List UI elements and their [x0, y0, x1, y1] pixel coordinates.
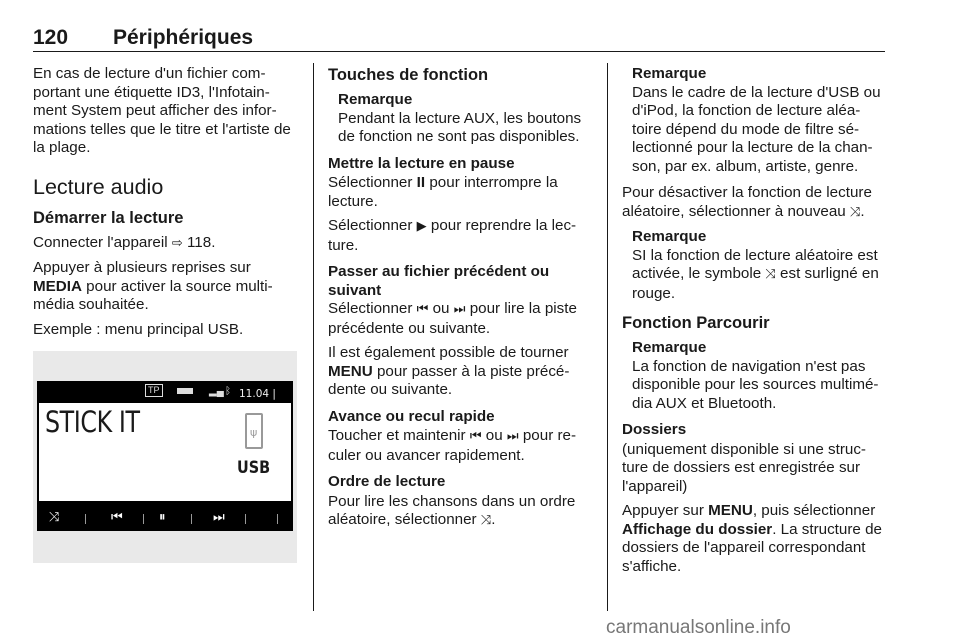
menu-paragraph: Il est également possible de tourner MENU pour passer à la piste précé-dente ou suivante.	[328, 344, 570, 398]
deactivate-shuffle-paragraph: Pour désactiver la fonction de lecture aléatoire, sélectionner à nouveau ⤨.	[622, 184, 872, 220]
separator	[277, 514, 278, 524]
battery-icon	[177, 388, 193, 394]
watermark: carmanualsonline.info	[606, 617, 791, 638]
note-title: Remarque	[632, 65, 707, 82]
reference-arrow-icon: ⇨	[171, 235, 183, 251]
separator	[191, 514, 192, 524]
note-text: SI la fonction de lecture aléatoire est activée, le symbole ⤨ est surligné en rouge.	[632, 246, 879, 302]
note-title: Remarque	[632, 339, 707, 356]
pause-icon[interactable]: ⏸	[159, 510, 166, 525]
subheading-folders: Dossiers	[622, 421, 687, 438]
note-title: Remarque	[338, 91, 413, 108]
section-heading-function-keys: Touches de fonction	[328, 66, 489, 84]
next-track-icon[interactable]: ⏭	[213, 510, 225, 525]
note-shuffle-highlight	[622, 228, 888, 303]
source-label: USB	[237, 458, 271, 478]
separator	[85, 514, 86, 524]
note-aux	[328, 91, 593, 147]
note-shuffle-mode	[622, 65, 888, 176]
note-browse	[622, 339, 888, 413]
column-3	[622, 65, 888, 582]
shuffle-icon: ⤨	[765, 267, 776, 282]
folders-paragraph: (uniquement disponible si une struc-ture de dossiers est enregistrée sur l'appareil)	[622, 440, 866, 495]
page-number: 120	[33, 26, 69, 49]
signal-icon: ▂▄	[209, 386, 224, 397]
next-track-icon: ⏭	[506, 429, 519, 444]
play-order-paragraph: Pour lire les chansons dans un ordre aléatoire, sélectionner ⤨.	[328, 492, 576, 528]
display-screen	[37, 381, 293, 531]
usb-symbol-icon: ψ	[250, 426, 258, 439]
subheading-skip: Passer au fichier précédent ou suivant	[328, 263, 550, 299]
note-text: Pendant la lecture AUX, les boutons de fonction ne sont pas disponibles.	[338, 109, 582, 145]
subheading-fast-forward: Avance ou recul rapide	[328, 407, 495, 425]
pause-icon: II	[416, 174, 426, 191]
usb-main-menu-screenshot	[33, 351, 297, 563]
previous-track-icon[interactable]: ⏮	[111, 510, 123, 525]
resume-paragraph: Sélectionner ▶ pour reprendre la lec-ture.	[328, 217, 577, 254]
previous-track-icon: ⏮	[416, 302, 429, 317]
header-rule	[33, 51, 885, 52]
shuffle-icon: ⤨	[849, 204, 861, 220]
play-icon: ▶	[416, 219, 427, 234]
note-text: La fonction de navigation n'est pas disponible pour les sources multimé-dia AUX et Bluetooth.	[632, 357, 879, 412]
subheading-play-order: Ordre de lecture	[328, 473, 446, 490]
subheading-pause: Mettre la lecture en pause	[328, 154, 515, 172]
skip-paragraph: Sélectionner ⏮ ou ⏭ pour lire la piste précédente ou suivante.	[328, 300, 577, 337]
status-bar	[37, 381, 293, 401]
example-caption: Exemple : menu principal USB.	[33, 320, 244, 338]
clock-display: 11.04 |	[239, 388, 276, 400]
page-header	[33, 26, 885, 52]
page-reference-link[interactable]: 118.	[186, 233, 216, 251]
note-title: Remarque	[632, 228, 707, 245]
tp-indicator: TP	[145, 384, 163, 397]
note-text: Dans le cadre de la lecture d'USB ou d'iPod, la fonction de lecture aléa-toire dépend du mode de filtre sé-lectionné pour la lecture de la chan-son, par ex. album, artiste, genre.	[632, 83, 881, 175]
fast-forward-paragraph: Toucher et maintenir ⏮ ou ⏭ pour re-culer ou avancer rapidement.	[328, 427, 577, 464]
folder-view-paragraph: Appuyer sur MENU, puis sélectionner Affichage du dossier. La structure de dossiers de l'appareil correspondant s'affiche.	[622, 502, 882, 575]
shuffle-icon: ⤨	[480, 513, 492, 528]
track-title: STICK IT	[45, 405, 140, 439]
now-playing-area	[39, 403, 291, 501]
bluetooth-icon: ᛒ	[225, 386, 231, 397]
shuffle-icon[interactable]: ⤨	[49, 510, 60, 525]
control-bar	[37, 507, 293, 531]
intro-paragraph: En cas de lecture d'un fichier com-portant une étiquette ID3, l'Infotain-ment System peut afficher des infor-mations telles que le titre et l'artiste de la plage.	[33, 65, 291, 156]
menu-key-label: MENU	[708, 502, 753, 519]
separator	[245, 514, 246, 524]
column-1	[33, 65, 303, 525]
media-key-label: MEDIA	[33, 277, 82, 295]
section-heading-browse: Fonction Parcourir	[622, 314, 770, 332]
usb-stick-icon	[245, 413, 263, 449]
separator	[143, 514, 144, 524]
media-paragraph: Appuyer à plusieurs reprises sur MEDIA pour activer la source multi-média souhaitée.	[33, 259, 273, 313]
previous-track-icon: ⏮	[469, 429, 482, 444]
page-title: Périphériques	[113, 26, 254, 49]
section-heading-audio: Lecture audio	[33, 174, 164, 199]
next-track-icon: ⏭	[453, 302, 466, 317]
column-divider-1	[313, 63, 314, 611]
menu-key-label: MENU	[328, 362, 373, 380]
subheading-start-playback: Démarrer la lecture	[33, 208, 184, 227]
pause-paragraph: Sélectionner II pour interrompre la lecture.	[328, 174, 558, 210]
column-2	[328, 65, 593, 537]
connect-paragraph: Connecter l'appareil ⇨ 118.	[33, 233, 216, 251]
column-divider-2	[607, 63, 608, 611]
folder-view-label: Affichage du dossier	[622, 520, 773, 538]
